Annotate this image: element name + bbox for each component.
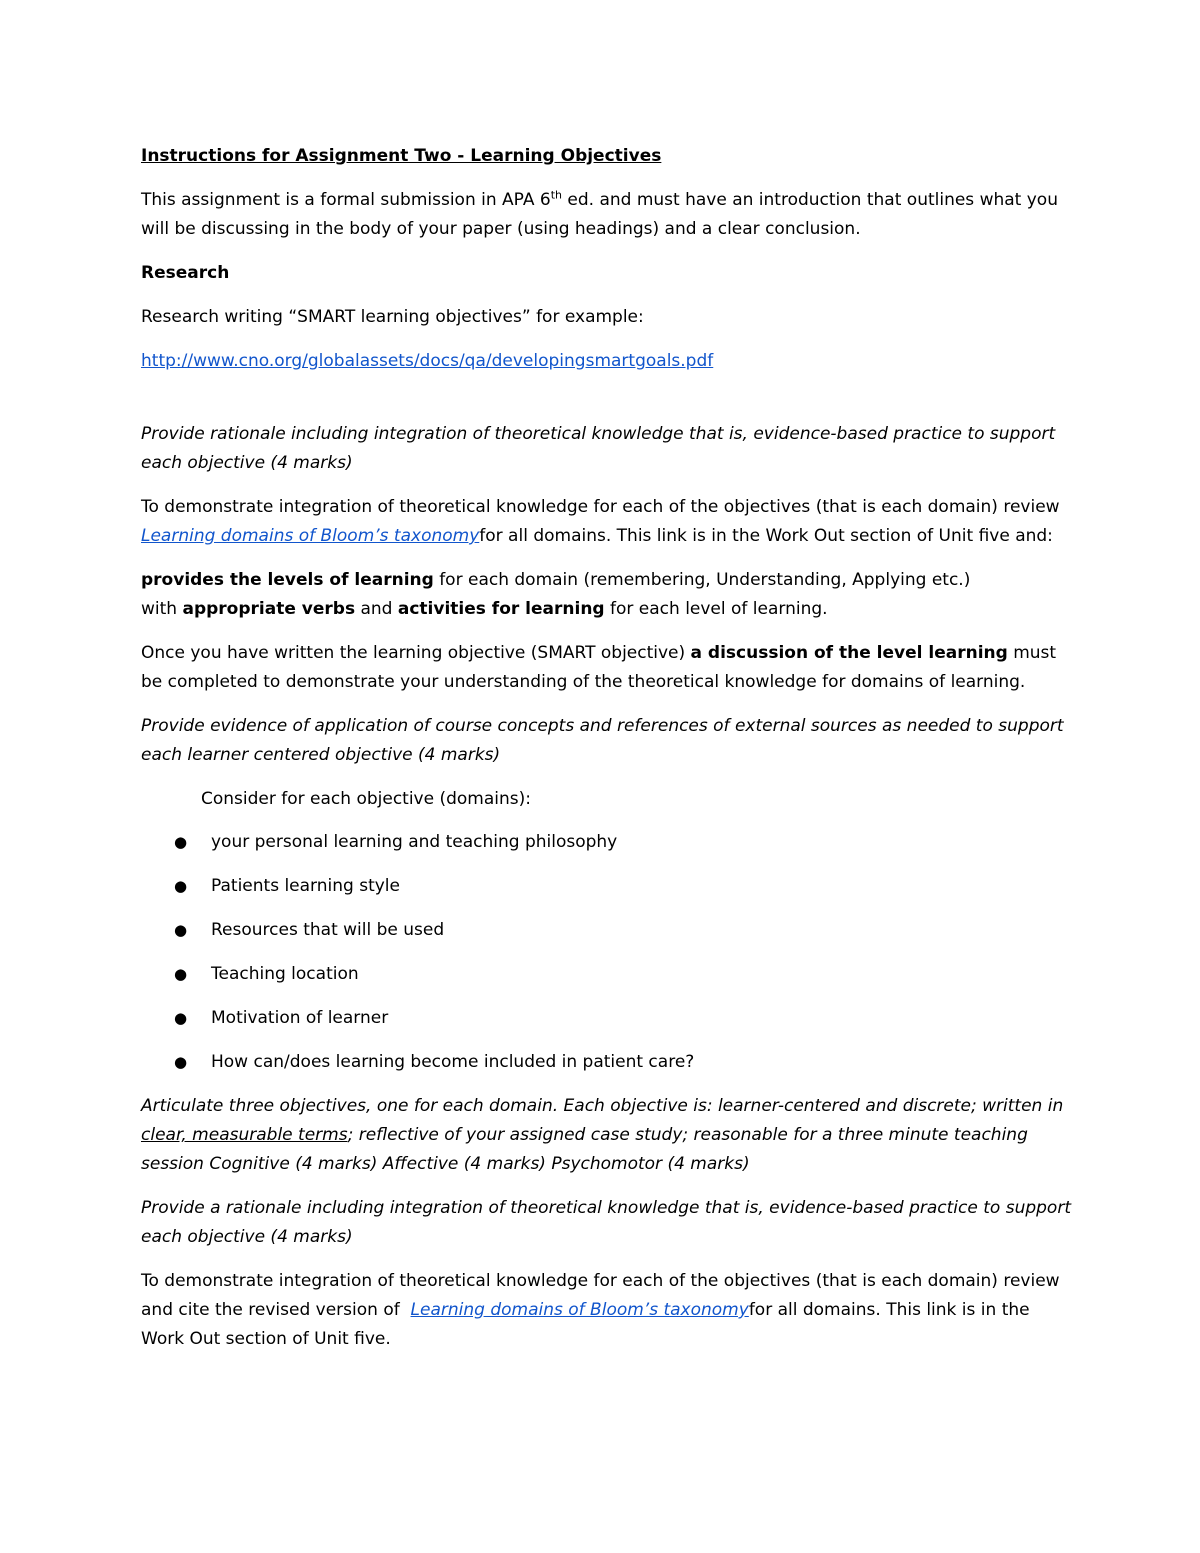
once-bold: a discussion of the level learning — [690, 643, 1008, 663]
intro-text-2: ed. and must have an introduction that outlines what you will be discussing in the body of your paper (using headings) and a clear conclusion. — [141, 190, 1058, 239]
intro-paragraph — [141, 186, 1071, 244]
list-item — [141, 1048, 1071, 1077]
bullet-icon: ● — [174, 833, 188, 851]
consider-list — [141, 828, 1071, 1077]
list-item-text: Patients learning style — [211, 876, 400, 896]
list-item — [141, 916, 1071, 945]
levels-text-4: for each level of learning. — [604, 599, 828, 619]
research-link-paragraph — [141, 347, 1071, 376]
once-text-2: must be completed to demonstrate your understanding of the theoretical knowledge for domains of learning. — [141, 643, 1057, 692]
bullet-icon: ● — [174, 1053, 188, 1071]
list-item — [141, 828, 1071, 857]
levels-text-2: with — [141, 599, 183, 619]
bullet-icon: ● — [174, 965, 188, 983]
articulate-text-1: Articulate three objectives, one for each domain. Each objective is: learner-centered and discrete; written in — [141, 1096, 1064, 1116]
bullet-icon: ● — [174, 921, 188, 939]
intro-text-1: This assignment is a formal submission in APA 6 — [141, 190, 551, 210]
levels-bold-3: activities for learning — [397, 599, 605, 619]
bullet-icon: ● — [174, 877, 188, 895]
levels-paragraph — [141, 566, 1071, 624]
levels-text-3: and — [355, 599, 398, 619]
once-text-1: Once you have written the learning objective (SMART objective) — [141, 643, 691, 663]
demo1-text-1: To demonstrate integration of theoretical knowledge for each of the objectives (that is each domain) review — [141, 497, 1060, 517]
list-item-text: Motivation of learner — [211, 1008, 389, 1028]
once-paragraph — [141, 639, 1071, 697]
list-item — [141, 960, 1071, 989]
bullet-icon: ● — [174, 1009, 188, 1027]
demo1-text-2: for all domains. This link is in the Work Out section of Unit five and: — [479, 526, 1053, 546]
demo-paragraph-2 — [141, 1267, 1071, 1354]
list-item-text: your personal learning and teaching philosophy — [211, 832, 618, 852]
intro-superscript: th — [550, 188, 562, 202]
research-link[interactable]: http://www.cno.org/globalassets/docs/qa/developingsmartgoals.pdf — [141, 351, 714, 371]
document-page — [141, 142, 1071, 1369]
document-title: Instructions for Assignment Two - Learning Objectives — [141, 146, 662, 166]
list-item-text: How can/does learning become included in patient care? — [211, 1052, 695, 1072]
demo2-text-2: for all domains. This link is in the Work Out section of Unit five. — [141, 1300, 1030, 1349]
levels-bold-1: provides the levels of learning — [141, 570, 434, 590]
demo2-text-1: To demonstrate integration of theoretical knowledge for each of the objectives (that is each domain) review and cite the revised version of — [141, 1271, 1065, 1320]
list-item — [141, 872, 1071, 901]
rationale-paragraph-1: Provide rationale including integration of theoretical knowledge that is, evidence-based practice to support each objective (4 marks) — [141, 424, 1056, 473]
blooms-taxonomy-link-2[interactable]: Learning domains of Bloom’s taxonomy — [410, 1300, 749, 1320]
list-item-text: Resources that will be used — [211, 920, 445, 940]
consider-paragraph: Consider for each objective (domains): — [201, 789, 531, 809]
demo-paragraph-1 — [141, 493, 1071, 551]
research-text: Research writing “SMART learning objectives” for example: — [141, 307, 644, 327]
levels-text-1: for each domain (remembering, Understanding, Applying etc.) — [433, 570, 971, 590]
evidence-paragraph: Provide evidence of application of course concepts and references of external sources as needed to support each learner centered objective (4 marks) — [141, 716, 1064, 765]
articulate-text-2: ; reflective of your assigned case study; reasonable for a three minute teaching session Cognitive (4 marks) Affective (4 marks) Psychomotor (4 marks) — [141, 1125, 1028, 1174]
rationale-paragraph-2: Provide a rationale including integration of theoretical knowledge that is, evidence-based practice to support each objective (4 marks) — [141, 1198, 1071, 1247]
blooms-taxonomy-link-1[interactable]: Learning domains of Bloom’s taxonomy — [141, 526, 480, 546]
articulate-paragraph — [141, 1092, 1071, 1179]
levels-bold-2: appropriate verbs — [182, 599, 356, 619]
research-heading: Research — [141, 263, 230, 283]
list-item — [141, 1004, 1071, 1033]
list-item-text: Teaching location — [211, 964, 359, 984]
articulate-underlined: clear, measurable terms — [141, 1125, 348, 1145]
